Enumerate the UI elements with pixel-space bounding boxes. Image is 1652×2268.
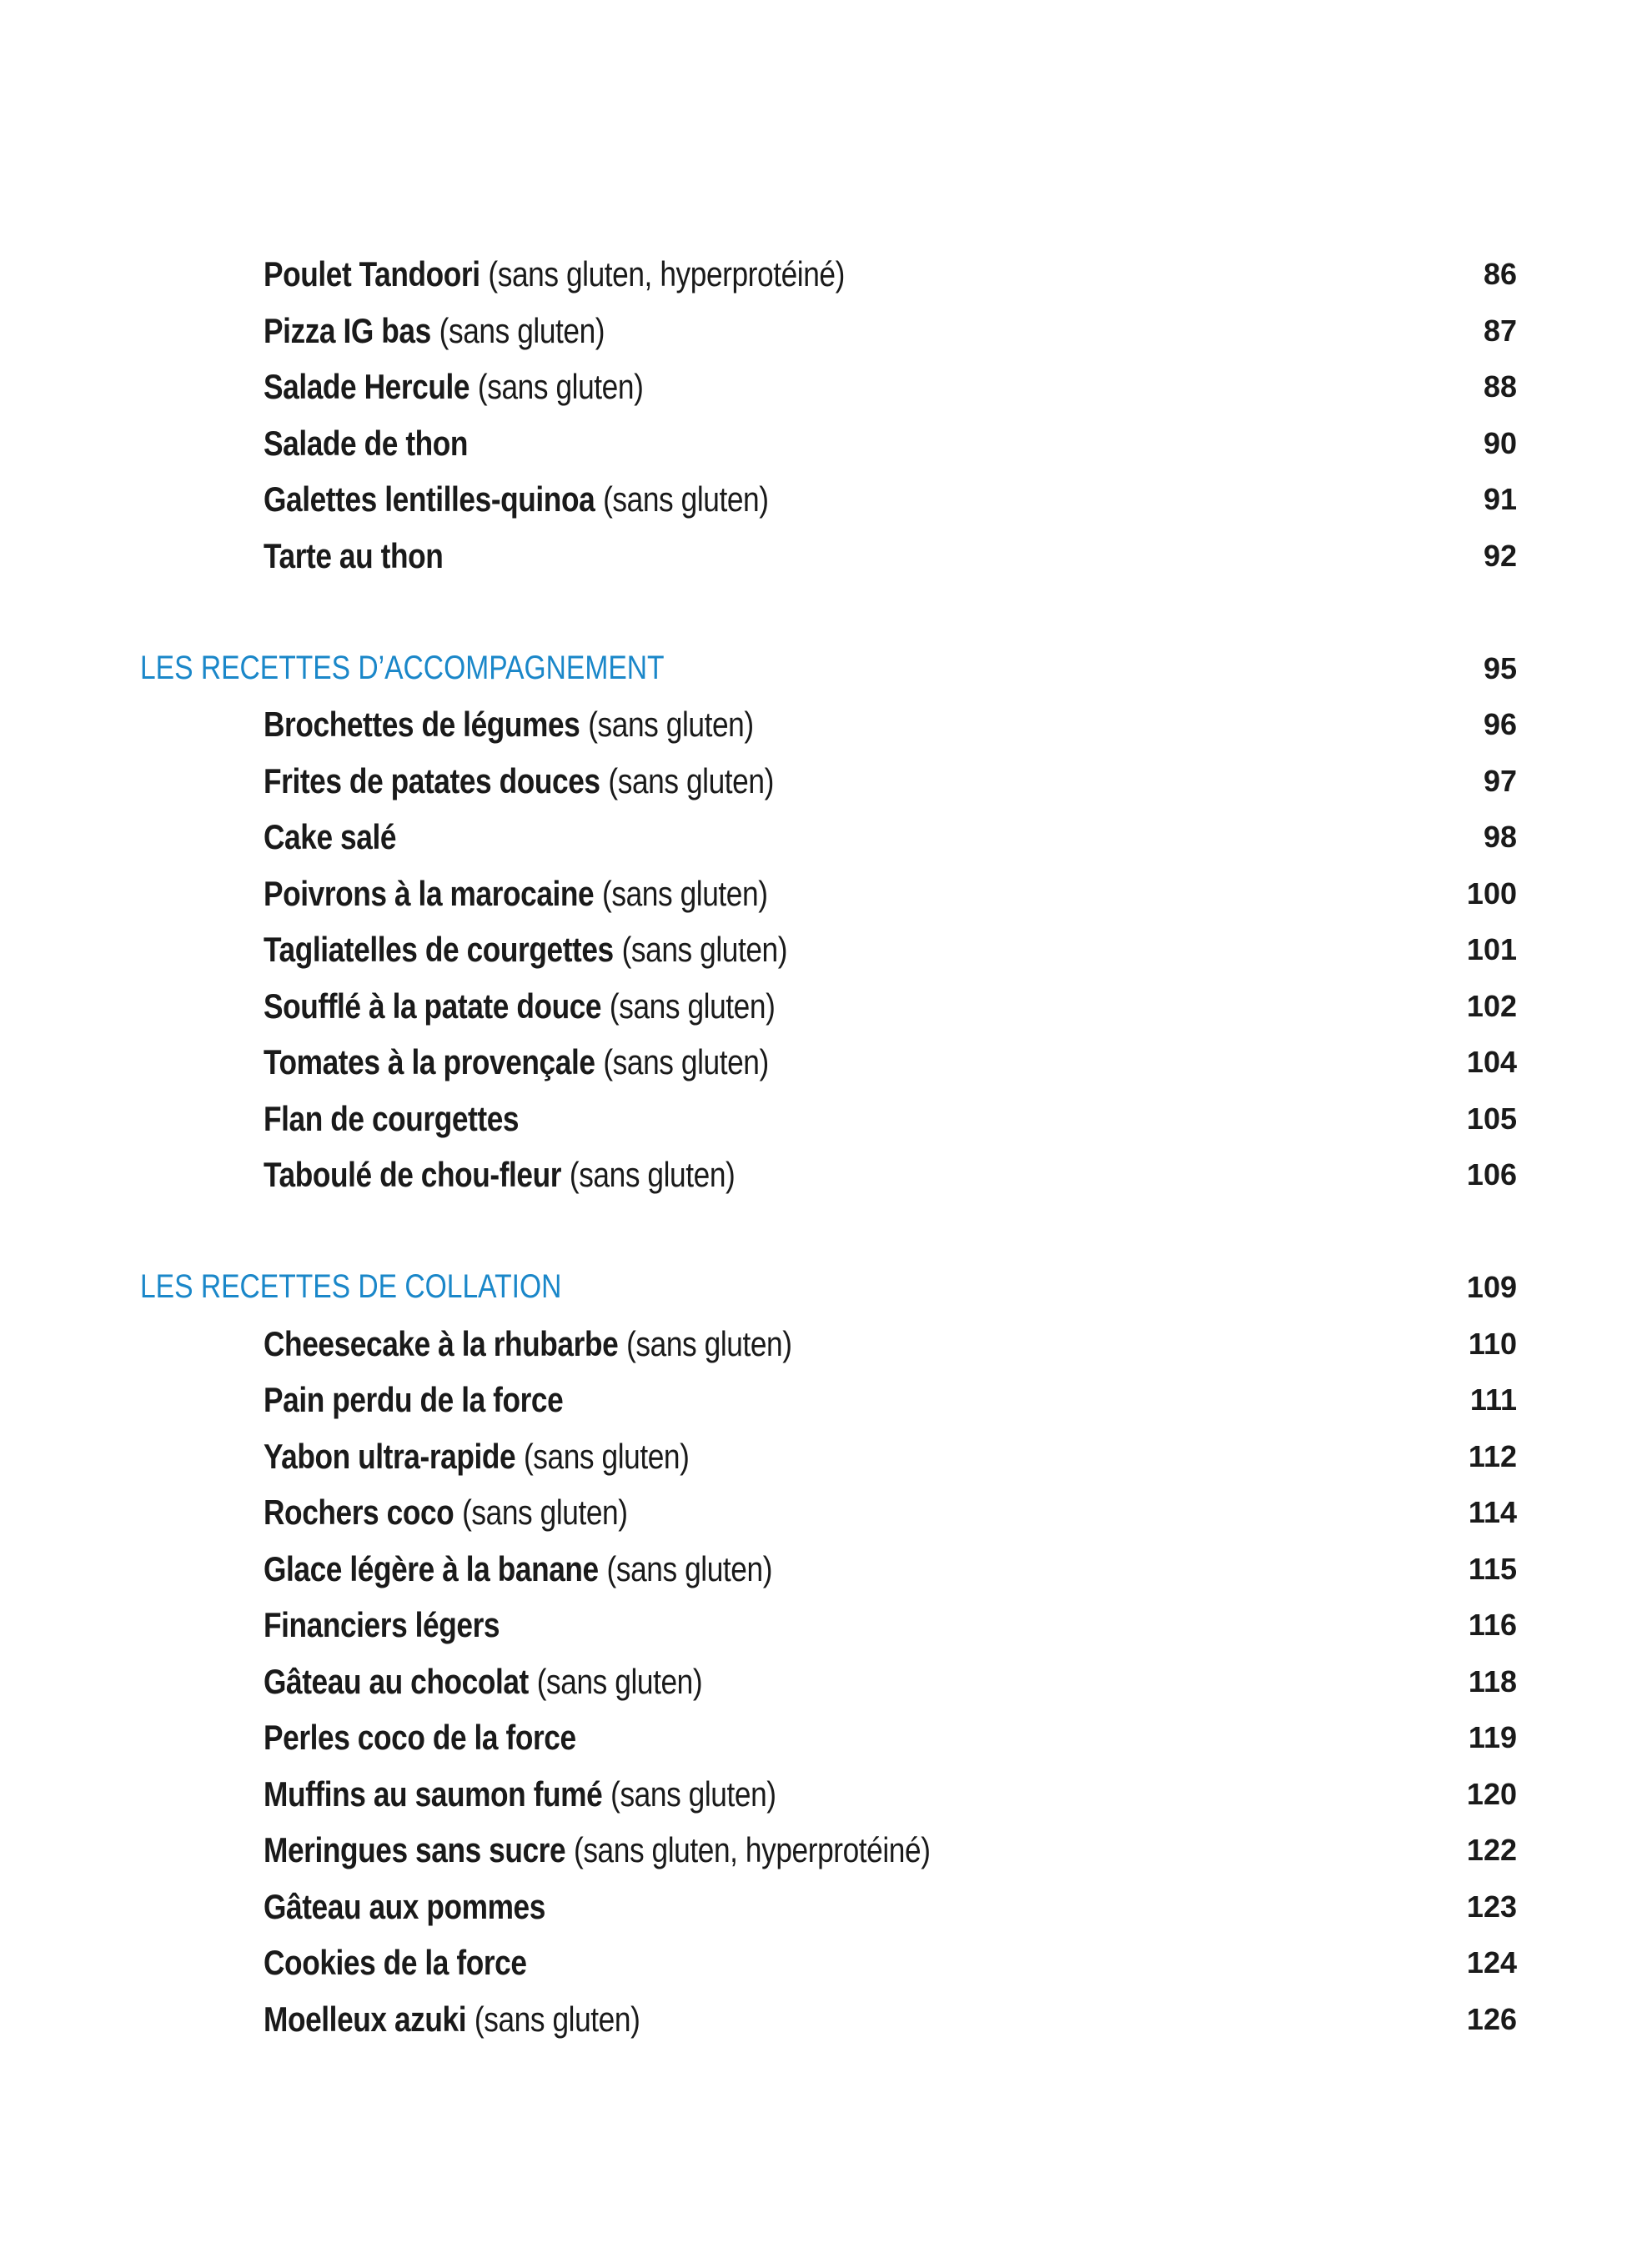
- recipe-title: Frites de patates douces: [264, 760, 600, 800]
- section-heading-row: [0, 640, 1652, 697]
- toc-entry: [0, 809, 1652, 866]
- toc-entry-title-line: [264, 1484, 628, 1541]
- toc-entry: [0, 1484, 1652, 1541]
- page-number: 92: [1483, 538, 1517, 573]
- page-number: 116: [1468, 1608, 1517, 1642]
- recipe-title: Perles coco de la force: [264, 1718, 576, 1757]
- toc-entry-title-line: [264, 1822, 931, 1879]
- toc-entry-title-line: [264, 1541, 772, 1598]
- recipe-title: Rochers coco: [264, 1493, 454, 1532]
- page-number: 126: [1466, 2001, 1517, 2036]
- recipe-note: (sans gluten): [603, 479, 769, 519]
- recipe-title: Gâteau aux pommes: [264, 1886, 545, 1926]
- recipe-title: Tagliatelles de courgettes: [264, 930, 614, 969]
- toc-entry-title-line: [264, 1316, 792, 1372]
- toc-entry: [0, 1372, 1652, 1428]
- page-number: 122: [1466, 1833, 1517, 1867]
- recipe-title: Cheesecake à la rhubarbe: [264, 1323, 619, 1363]
- toc-entry: [0, 921, 1652, 978]
- toc-entry: [0, 978, 1652, 1035]
- recipe-title: Pizza IG bas: [264, 310, 431, 350]
- page-number: 91: [1483, 482, 1517, 516]
- toc-entry-title-line: [264, 1372, 563, 1428]
- recipe-title: Poivrons à la marocaine: [264, 873, 595, 913]
- recipe-note: (sans gluten): [608, 760, 774, 800]
- recipe-note: (sans gluten): [602, 873, 768, 913]
- toc-entry-title-line: [264, 1428, 689, 1485]
- toc-entry-title-line: [264, 1766, 776, 1823]
- page-number: 112: [1468, 1438, 1517, 1473]
- recipe-note: (sans gluten): [477, 367, 644, 406]
- toc-entry: [0, 696, 1652, 753]
- recipe-note: (sans gluten): [474, 1999, 640, 2039]
- recipe-title: Cake salé: [264, 817, 397, 856]
- recipe-title: Salade de thon: [264, 423, 469, 463]
- recipe-note: (sans gluten): [621, 930, 788, 969]
- page-number: 111: [1469, 1382, 1517, 1417]
- recipe-title: Gâteau au chocolat: [264, 1661, 529, 1701]
- section-page-number: 109: [1466, 1270, 1517, 1304]
- recipe-title: Muffins au saumon fumé: [264, 1774, 603, 1814]
- toc-entry: [0, 1597, 1652, 1653]
- recipe-title: Moelleux azuki: [264, 1999, 467, 2039]
- recipe-title: Galettes lentilles-quinoa: [264, 479, 595, 519]
- page-number: 110: [1468, 1326, 1517, 1361]
- toc-entry-title-line: [264, 753, 774, 810]
- page-number: 115: [1468, 1551, 1517, 1586]
- recipe-title: Pain perdu de la force: [264, 1380, 564, 1419]
- section-spacer: [0, 1203, 1652, 1260]
- toc-entry-title-line: [264, 1147, 735, 1203]
- recipe-note: (sans gluten, hyperprotéiné): [488, 254, 845, 294]
- toc-entry-title-line: [264, 1879, 545, 1935]
- recipe-note: (sans gluten): [609, 986, 776, 1026]
- page-number: 119: [1468, 1720, 1517, 1754]
- page-number: 120: [1466, 1776, 1517, 1811]
- toc-entry: [0, 471, 1652, 528]
- recipe-title: Salade Hercule: [264, 367, 470, 406]
- recipe-note: (sans gluten): [462, 1493, 628, 1532]
- table-of-contents: [0, 246, 1652, 2047]
- recipe-note: (sans gluten): [606, 1548, 773, 1588]
- toc-entry: [0, 528, 1652, 585]
- page-number: 98: [1483, 820, 1517, 854]
- recipe-title: Taboulé de chou-fleur: [264, 1155, 562, 1194]
- toc-entry-title-line: [264, 1034, 769, 1091]
- toc-entry-title-line: [264, 978, 775, 1035]
- recipe-title: Cookies de la force: [264, 1943, 527, 1982]
- toc-entry: [0, 1034, 1652, 1091]
- toc-entry-title-line: [264, 1091, 519, 1147]
- toc-entry: [0, 1822, 1652, 1879]
- toc-entry: [0, 753, 1652, 810]
- recipe-note: (sans gluten): [610, 1774, 776, 1814]
- section-spacer: [0, 584, 1652, 640]
- toc-entry-title-line: [264, 1934, 527, 1991]
- toc-entry-title-line: [264, 471, 769, 528]
- section-heading: LES RECETTES D’ACCOMPAGNEMENT: [140, 649, 665, 686]
- recipe-title: Yabon ultra-rapide: [264, 1436, 516, 1476]
- recipe-title: Tarte au thon: [264, 535, 444, 575]
- recipe-title: Meringues sans sucre: [264, 1830, 566, 1869]
- toc-entry-title-line: [264, 1991, 640, 2048]
- section-page-number: 95: [1483, 650, 1517, 685]
- section-heading-row: [0, 1259, 1652, 1316]
- toc-entry: [0, 246, 1652, 303]
- toc-entry-title-line: [264, 866, 768, 922]
- recipe-note: (sans gluten): [626, 1323, 792, 1363]
- toc-entry: [0, 1541, 1652, 1598]
- recipe-title: Soufflé à la patate douce: [264, 986, 602, 1026]
- recipe-note: (sans gluten): [536, 1661, 703, 1701]
- page-number: 104: [1466, 1045, 1517, 1079]
- recipe-note: (sans gluten): [603, 1042, 769, 1081]
- toc-entry-title-line: [264, 528, 443, 585]
- toc-entry-title-line: [264, 921, 787, 978]
- toc-entry: [0, 303, 1652, 359]
- page-number: 96: [1483, 707, 1517, 741]
- page-number: 114: [1468, 1495, 1517, 1529]
- toc-entry: [0, 1766, 1652, 1823]
- toc-entry: [0, 1147, 1652, 1203]
- page-number: 86: [1483, 257, 1517, 291]
- page-number: 87: [1483, 313, 1517, 348]
- toc-entry-title-line: [264, 1597, 500, 1653]
- toc-entry-title-line: [264, 696, 754, 753]
- toc-entry-title-line: [264, 415, 468, 472]
- page-number: 124: [1466, 1945, 1517, 1979]
- recipe-note: (sans gluten): [523, 1436, 690, 1476]
- recipe-title: Poulet Tandoori: [264, 254, 480, 294]
- toc-entry-title-line: [264, 246, 845, 303]
- toc-entry: [0, 866, 1652, 922]
- toc-entry: [0, 1316, 1652, 1372]
- toc-entry: [0, 1709, 1652, 1766]
- page-number: 105: [1466, 1101, 1517, 1136]
- page-number: 118: [1468, 1663, 1517, 1698]
- recipe-note: (sans gluten, hyperprotéiné): [574, 1830, 931, 1869]
- toc-entry: [0, 1091, 1652, 1147]
- toc-entry: [0, 1428, 1652, 1485]
- toc-entry-title-line: [264, 303, 605, 359]
- page-number: 101: [1466, 932, 1517, 966]
- toc-entry: [0, 415, 1652, 472]
- page-number: 88: [1483, 369, 1517, 404]
- page-number: 97: [1483, 763, 1517, 798]
- toc-entry: [0, 1653, 1652, 1710]
- page-number: 102: [1466, 988, 1517, 1023]
- recipe-note: (sans gluten): [569, 1155, 736, 1194]
- toc-entry-title-line: [264, 1709, 576, 1766]
- page-number: 100: [1466, 876, 1517, 911]
- toc-entry: [0, 1934, 1652, 1991]
- section-heading: LES RECETTES DE COLLATION: [140, 1268, 562, 1305]
- page-number: 123: [1466, 1889, 1517, 1924]
- recipe-title: Glace légère à la banane: [264, 1548, 599, 1588]
- recipe-note: (sans gluten): [439, 310, 605, 350]
- recipe-title: Tomates à la provençale: [264, 1042, 595, 1081]
- page-number: 90: [1483, 425, 1517, 460]
- toc-entry-title-line: [264, 359, 643, 415]
- page-number: 106: [1466, 1157, 1517, 1192]
- toc-entry: [0, 1879, 1652, 1935]
- recipe-note: (sans gluten): [588, 705, 754, 744]
- toc-entry-title-line: [264, 809, 396, 866]
- recipe-title: Flan de courgettes: [264, 1098, 520, 1138]
- toc-entry: [0, 359, 1652, 415]
- recipe-title: Brochettes de légumes: [264, 705, 580, 744]
- toc-entry: [0, 1991, 1652, 2048]
- recipe-title: Financiers légers: [264, 1605, 500, 1644]
- toc-entry-title-line: [264, 1653, 702, 1710]
